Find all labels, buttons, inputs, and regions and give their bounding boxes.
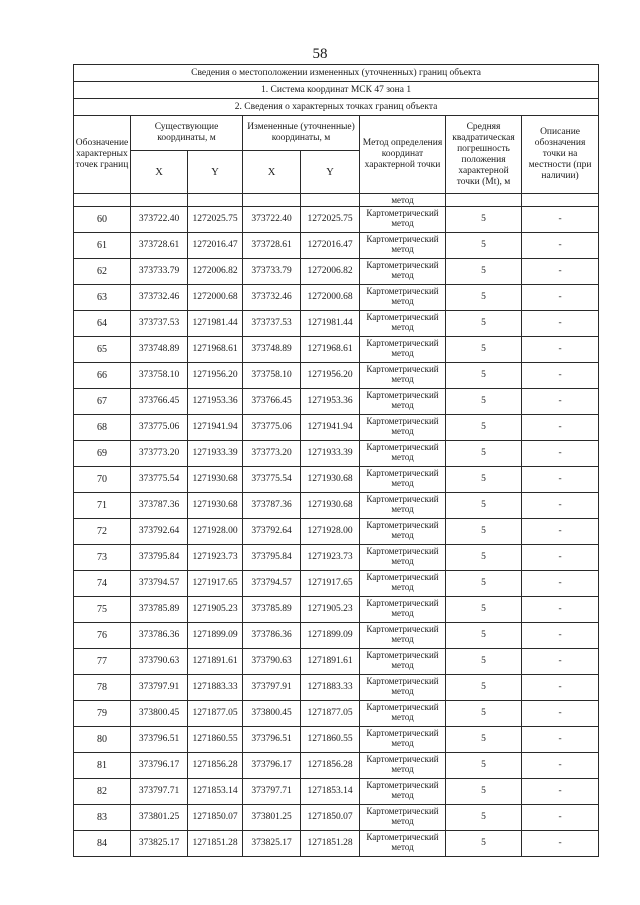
accuracy-cell: 5 — [446, 779, 522, 805]
accuracy-cell: 5 — [446, 389, 522, 415]
description-cell: - — [522, 415, 599, 441]
table-row — [74, 623, 599, 649]
changed-y-cell: 1271856.28 — [301, 753, 360, 779]
description-cell: - — [522, 337, 599, 363]
changed-x-cell: 373733.79 — [243, 259, 301, 285]
existing-x-cell: 373722.40 — [131, 207, 188, 233]
point-id-cell: 61 — [74, 233, 131, 259]
point-id-cell: 76 — [74, 623, 131, 649]
point-id-cell: 71 — [74, 493, 131, 519]
point-id-cell: 78 — [74, 675, 131, 701]
changed-y-cell: 1271941.94 — [301, 415, 360, 441]
changed-x-cell: 373737.53 — [243, 311, 301, 337]
header-point-id: Обозначение характерных точек границ — [74, 116, 131, 194]
method-cell: Картометрический метод — [360, 779, 446, 805]
existing-x-cell: 373794.57 — [131, 571, 188, 597]
method-cell: Картометрический метод — [360, 649, 446, 675]
method-cell: Картометрический метод — [360, 519, 446, 545]
accuracy-cell: 5 — [446, 753, 522, 779]
method-cell: Картометрический метод — [360, 415, 446, 441]
changed-x-cell: 373748.89 — [243, 337, 301, 363]
accuracy-cell: 5 — [446, 701, 522, 727]
changed-x-cell: 373785.89 — [243, 597, 301, 623]
method-cell: Картометрический метод — [360, 467, 446, 493]
table-row — [74, 259, 599, 285]
changed-y-cell: 1271956.20 — [301, 363, 360, 389]
existing-x-cell: 373800.45 — [131, 701, 188, 727]
description-cell: - — [522, 701, 599, 727]
changed-x-cell: 373801.25 — [243, 805, 301, 831]
point-id-cell: 80 — [74, 727, 131, 753]
header-changed-y: Y — [301, 151, 360, 194]
changed-x-cell: 373722.40 — [243, 207, 301, 233]
accuracy-cell: 5 — [446, 545, 522, 571]
accuracy-cell: 5 — [446, 649, 522, 675]
table-row — [74, 649, 599, 675]
point-id-cell: 74 — [74, 571, 131, 597]
accuracy-cell: 5 — [446, 519, 522, 545]
changed-x-cell: 373825.17 — [243, 831, 301, 857]
accuracy-cell: 5 — [446, 285, 522, 311]
changed-y-cell: 1272006.82 — [301, 259, 360, 285]
point-id-cell: 72 — [74, 519, 131, 545]
point-id-cell: 70 — [74, 467, 131, 493]
existing-y-cell: 1271877.05 — [188, 701, 243, 727]
method-cell: Картометрический метод — [360, 597, 446, 623]
existing-y-cell: 1271891.61 — [188, 649, 243, 675]
existing-x-cell: 373825.17 — [131, 831, 188, 857]
description-cell: - — [522, 623, 599, 649]
table-row — [74, 805, 599, 831]
description-cell: - — [522, 285, 599, 311]
changed-x-cell: 373796.17 — [243, 753, 301, 779]
table-row — [74, 597, 599, 623]
changed-x-cell: 373728.61 — [243, 233, 301, 259]
accuracy-cell: 5 — [446, 207, 522, 233]
description-cell: - — [522, 207, 599, 233]
existing-y-cell: 1272006.82 — [188, 259, 243, 285]
table-row — [74, 415, 599, 441]
existing-y-cell: 1271981.44 — [188, 311, 243, 337]
method-cell: Картометрический метод — [360, 441, 446, 467]
table-row — [74, 389, 599, 415]
existing-x-cell: 373792.64 — [131, 519, 188, 545]
changed-y-cell: 1271883.33 — [301, 675, 360, 701]
existing-y-cell: 1271899.09 — [188, 623, 243, 649]
table-row — [74, 363, 599, 389]
description-cell: - — [522, 831, 599, 857]
description-cell: - — [522, 597, 599, 623]
existing-y-cell: 1271856.28 — [188, 753, 243, 779]
existing-x-cell: 373728.61 — [131, 233, 188, 259]
existing-y-cell: 1272025.75 — [188, 207, 243, 233]
changed-y-cell: 1271860.55 — [301, 727, 360, 753]
changed-y-cell: 1271928.00 — [301, 519, 360, 545]
changed-x-cell: 373775.06 — [243, 415, 301, 441]
existing-y-cell: 1271853.14 — [188, 779, 243, 805]
table-row — [74, 285, 599, 311]
method-cell: Картометрический метод — [360, 233, 446, 259]
existing-x-cell: 373766.45 — [131, 389, 188, 415]
changed-y-cell: 1272025.75 — [301, 207, 360, 233]
accuracy-cell: 5 — [446, 831, 522, 857]
header-existing-x: X — [131, 151, 188, 194]
table-row — [74, 779, 599, 805]
accuracy-cell: 5 — [446, 337, 522, 363]
changed-y-cell: 1272016.47 — [301, 233, 360, 259]
existing-x-cell: 373797.91 — [131, 675, 188, 701]
description-cell: - — [522, 363, 599, 389]
table-title: Сведения о местоположении измененных (уточненных) границ объекта — [74, 65, 599, 82]
changed-y-cell: 1272000.68 — [301, 285, 360, 311]
changed-y-cell: 1271930.68 — [301, 467, 360, 493]
changed-x-cell: 373787.36 — [243, 493, 301, 519]
method-cell: Картометрический метод — [360, 727, 446, 753]
existing-y-cell: 1271850.07 — [188, 805, 243, 831]
existing-x-cell: 373748.89 — [131, 337, 188, 363]
description-cell: - — [522, 493, 599, 519]
accuracy-cell: 5 — [446, 727, 522, 753]
existing-y-cell: 1271941.94 — [188, 415, 243, 441]
description-cell: - — [522, 805, 599, 831]
point-id-cell: 81 — [74, 753, 131, 779]
method-cell: Картометрический метод — [360, 207, 446, 233]
existing-x-cell: 373796.51 — [131, 727, 188, 753]
method-cell: Картометрический метод — [360, 363, 446, 389]
table-row — [74, 675, 599, 701]
existing-y-cell: 1271860.55 — [188, 727, 243, 753]
description-cell: - — [522, 571, 599, 597]
accuracy-cell: 5 — [446, 675, 522, 701]
existing-x-cell: 373775.54 — [131, 467, 188, 493]
changed-y-cell: 1271968.61 — [301, 337, 360, 363]
point-id-cell: 68 — [74, 415, 131, 441]
changed-y-cell: 1271899.09 — [301, 623, 360, 649]
accuracy-cell: 5 — [446, 363, 522, 389]
table-row — [74, 467, 599, 493]
changed-y-cell: 1271930.68 — [301, 493, 360, 519]
method-cell: Картометрический метод — [360, 337, 446, 363]
table-row — [74, 519, 599, 545]
changed-y-cell: 1271891.61 — [301, 649, 360, 675]
description-cell: - — [522, 649, 599, 675]
accuracy-cell: 5 — [446, 415, 522, 441]
header-existing-coords: Существующие координаты, м — [131, 116, 243, 151]
point-id-cell: 60 — [74, 207, 131, 233]
existing-x-cell: 373797.71 — [131, 779, 188, 805]
header-description: Описание обозначения точки на местности (при наличии) — [522, 116, 599, 194]
existing-y-cell: 1271930.68 — [188, 493, 243, 519]
table-row — [74, 207, 599, 233]
existing-x-cell: 373801.25 — [131, 805, 188, 831]
existing-y-cell: 1271928.00 — [188, 519, 243, 545]
method-cell: Картометрический метод — [360, 675, 446, 701]
accuracy-cell: 5 — [446, 467, 522, 493]
method-cell: Картометрический метод — [360, 389, 446, 415]
method-cell: Картометрический метод — [360, 623, 446, 649]
method-cell: Картометрический метод — [360, 831, 446, 857]
changed-x-cell: 373775.54 — [243, 467, 301, 493]
changed-y-cell: 1271981.44 — [301, 311, 360, 337]
point-id-cell: 67 — [74, 389, 131, 415]
section-title: 2. Сведения о характерных точках границ объекта — [74, 99, 599, 116]
changed-x-cell: 373796.51 — [243, 727, 301, 753]
accuracy-cell: 5 — [446, 259, 522, 285]
method-cell: Картометрический метод — [360, 285, 446, 311]
accuracy-cell: 5 — [446, 233, 522, 259]
table-row — [74, 831, 599, 857]
point-id-cell: 83 — [74, 805, 131, 831]
description-cell: - — [522, 545, 599, 571]
point-id-cell: 65 — [74, 337, 131, 363]
point-id-cell: 73 — [74, 545, 131, 571]
existing-y-cell: 1271923.73 — [188, 545, 243, 571]
method-cell: Картометрический метод — [360, 701, 446, 727]
description-cell: - — [522, 259, 599, 285]
description-cell: - — [522, 519, 599, 545]
description-cell: - — [522, 389, 599, 415]
table-row — [74, 545, 599, 571]
accuracy-cell: 5 — [446, 623, 522, 649]
header-accuracy: Средняя квадратическая погрешность положения характерной точки (Mt), м — [446, 116, 522, 194]
point-id-cell: 82 — [74, 779, 131, 805]
existing-y-cell: 1272016.47 — [188, 233, 243, 259]
point-id-cell: 77 — [74, 649, 131, 675]
table-row — [74, 571, 599, 597]
header-changed-coords: Измененные (уточненные) координаты, м — [243, 116, 360, 151]
existing-y-cell: 1271905.23 — [188, 597, 243, 623]
point-id-cell: 69 — [74, 441, 131, 467]
table-row — [74, 441, 599, 467]
changed-y-cell: 1271853.14 — [301, 779, 360, 805]
existing-y-cell: 1271956.20 — [188, 363, 243, 389]
description-cell: - — [522, 441, 599, 467]
description-cell: - — [522, 753, 599, 779]
point-id-cell: 63 — [74, 285, 131, 311]
table-row — [74, 701, 599, 727]
header-existing-y: Y — [188, 151, 243, 194]
changed-x-cell: 373790.63 — [243, 649, 301, 675]
description-cell: - — [522, 675, 599, 701]
changed-x-cell: 373800.45 — [243, 701, 301, 727]
point-id-cell: 75 — [74, 597, 131, 623]
changed-y-cell: 1271851.28 — [301, 831, 360, 857]
method-cell: Картометрический метод — [360, 493, 446, 519]
existing-y-cell: 1271851.28 — [188, 831, 243, 857]
changed-y-cell: 1271923.73 — [301, 545, 360, 571]
table-row — [74, 311, 599, 337]
existing-x-cell: 373758.10 — [131, 363, 188, 389]
changed-y-cell: 1271933.39 — [301, 441, 360, 467]
point-id-cell: 84 — [74, 831, 131, 857]
existing-x-cell: 373790.63 — [131, 649, 188, 675]
accuracy-cell: 5 — [446, 805, 522, 831]
changed-x-cell: 373786.36 — [243, 623, 301, 649]
existing-y-cell: 1271917.65 — [188, 571, 243, 597]
existing-y-cell: 1271933.39 — [188, 441, 243, 467]
existing-x-cell: 373737.53 — [131, 311, 188, 337]
changed-x-cell: 373766.45 — [243, 389, 301, 415]
description-cell: - — [522, 727, 599, 753]
description-cell: - — [522, 233, 599, 259]
existing-y-cell: 1271930.68 — [188, 467, 243, 493]
table-row — [74, 233, 599, 259]
changed-x-cell: 373797.71 — [243, 779, 301, 805]
accuracy-cell: 5 — [446, 311, 522, 337]
boundary-points-table — [73, 64, 599, 857]
continuation-text: метод — [360, 194, 446, 207]
changed-x-cell: 373773.20 — [243, 441, 301, 467]
coordinate-system: 1. Система координат МСК 47 зона 1 — [74, 82, 599, 99]
method-cell: Картометрический метод — [360, 753, 446, 779]
changed-x-cell: 373792.64 — [243, 519, 301, 545]
table-row — [74, 727, 599, 753]
table-row — [74, 493, 599, 519]
table-row — [74, 753, 599, 779]
method-cell: Картометрический метод — [360, 311, 446, 337]
accuracy-cell: 5 — [446, 441, 522, 467]
existing-x-cell: 373786.36 — [131, 623, 188, 649]
method-cell: Картометрический метод — [360, 259, 446, 285]
method-cell: Картометрический метод — [360, 545, 446, 571]
description-cell: - — [522, 467, 599, 493]
changed-y-cell: 1271917.65 — [301, 571, 360, 597]
changed-x-cell: 373797.91 — [243, 675, 301, 701]
description-cell: - — [522, 311, 599, 337]
description-cell: - — [522, 779, 599, 805]
existing-y-cell: 1272000.68 — [188, 285, 243, 311]
changed-y-cell: 1271877.05 — [301, 701, 360, 727]
method-cell: Картометрический метод — [360, 571, 446, 597]
point-id-cell: 62 — [74, 259, 131, 285]
continuation-row — [74, 194, 599, 207]
existing-x-cell: 373785.89 — [131, 597, 188, 623]
existing-y-cell: 1271883.33 — [188, 675, 243, 701]
changed-x-cell: 373794.57 — [243, 571, 301, 597]
changed-y-cell: 1271850.07 — [301, 805, 360, 831]
point-id-cell: 79 — [74, 701, 131, 727]
existing-x-cell: 373732.46 — [131, 285, 188, 311]
existing-x-cell: 373795.84 — [131, 545, 188, 571]
changed-x-cell: 373732.46 — [243, 285, 301, 311]
changed-x-cell: 373758.10 — [243, 363, 301, 389]
existing-y-cell: 1271953.36 — [188, 389, 243, 415]
changed-y-cell: 1271905.23 — [301, 597, 360, 623]
existing-x-cell: 373787.36 — [131, 493, 188, 519]
existing-y-cell: 1271968.61 — [188, 337, 243, 363]
existing-x-cell: 373796.17 — [131, 753, 188, 779]
accuracy-cell: 5 — [446, 571, 522, 597]
existing-x-cell: 373775.06 — [131, 415, 188, 441]
changed-x-cell: 373795.84 — [243, 545, 301, 571]
header-method: Метод определения координат характерной точки — [360, 116, 446, 194]
point-id-cell: 64 — [74, 311, 131, 337]
existing-x-cell: 373773.20 — [131, 441, 188, 467]
table-row — [74, 337, 599, 363]
header-changed-x: X — [243, 151, 301, 194]
accuracy-cell: 5 — [446, 597, 522, 623]
page-number: 58 — [312, 46, 328, 62]
point-id-cell: 66 — [74, 363, 131, 389]
existing-x-cell: 373733.79 — [131, 259, 188, 285]
changed-y-cell: 1271953.36 — [301, 389, 360, 415]
accuracy-cell: 5 — [446, 493, 522, 519]
method-cell: Картометрический метод — [360, 805, 446, 831]
